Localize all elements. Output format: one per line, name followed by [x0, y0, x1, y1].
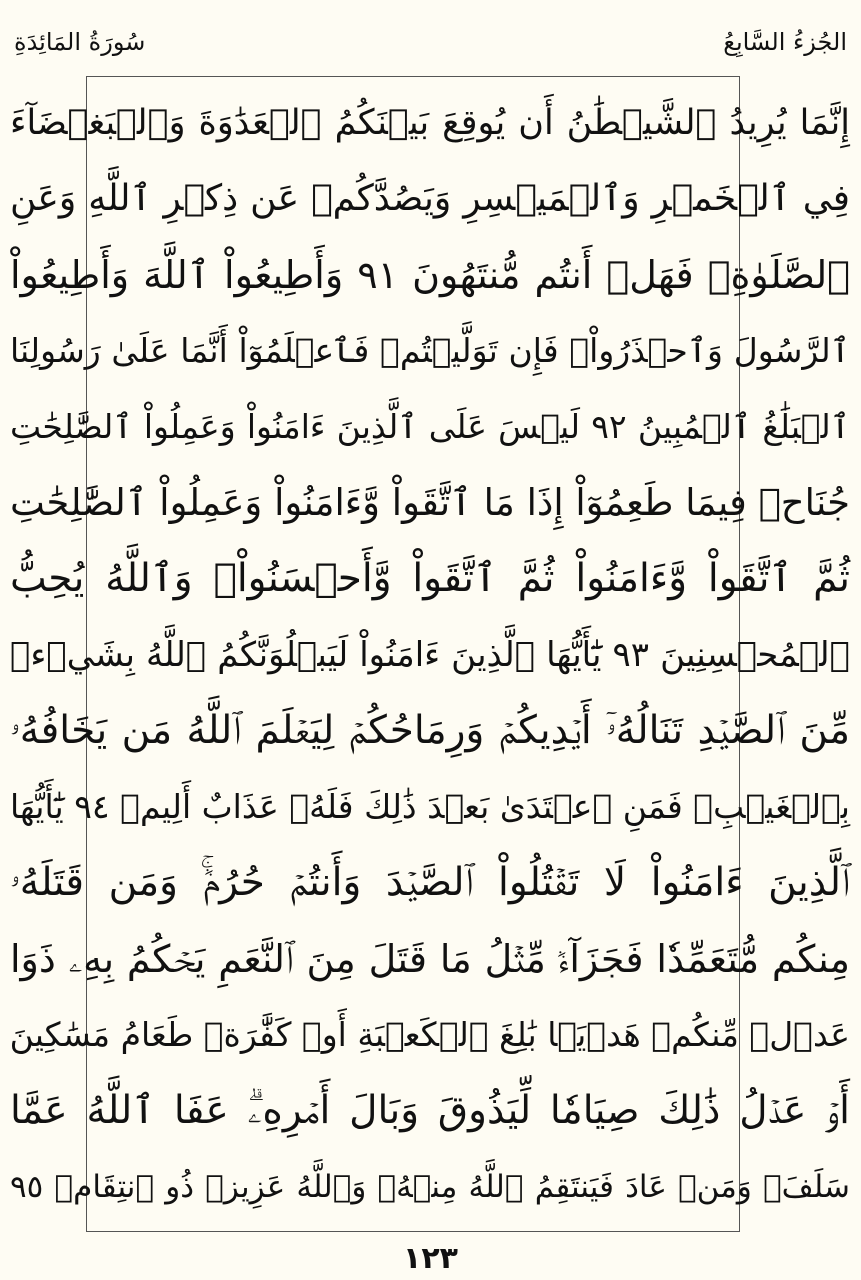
surah-name: سُورَةُ المَائِدَةِ [14, 28, 146, 56]
text-line: عَدۡلٖ مِّنكُمۡ هَدۡيَۢا بَٰلِغَ ٱلۡكَعۡبَةِ أَوۡ كَفَّٰرَةٞ طَعَامُ مَسَٰكِينَ [9, 1015, 850, 1054]
text-line: ٱلرَّسُولَ وَٱحۡذَرُواْۚ فَإِن تَوَلَّيۡتُمۡ فَٱعۡلَمُوٓاْ أَنَّمَا عَلَىٰ رَسُولِنَا [10, 331, 850, 370]
page-header [14, 22, 847, 62]
text-line: أَوۡ عَدۡلُ ذَٰلِكَ صِيَامٗا لِّيَذُوقَ وَبَالَ أَمۡرِهِۦۗ عَفَا ٱللَّهُ عَمَّا [10, 1088, 850, 1133]
page-number: ١٢٣ [403, 1241, 458, 1276]
text-line: ٱلَّذِينَ ءَامَنُواْ لَا تَقۡتُلُواْ ٱلصَّيۡدَ وَأَنتُمۡ حُرُمٞۚ وَمَن قَتَلَهُۥ [10, 860, 850, 905]
text-line: فِي ٱلۡخَمۡرِ وَٱلۡمَيۡسِرِ وَيَصُدَّكُمۡ عَن ذِكۡرِ ٱللَّهِ وَعَنِ [10, 178, 850, 219]
juz-name: الجُزءُ السَّابِعُ [723, 28, 847, 56]
text-line: ثُمَّ ٱتَّقَواْ وَّءَامَنُواْ ثُمَّ ٱتَّقَواْ وَّأَحۡسَنُواْۚ وَٱللَّهُ يُحِبُّ [10, 556, 850, 601]
text-line: سَلَفَۚ وَمَنۡ عَادَ فَيَنتَقِمُ ٱللَّهُ مِنۡهُۚ وَٱللَّهُ عَزِيزٞ ذُو ٱنتِقَامٖ ٩٥ [10, 1169, 850, 1205]
text-line: بِٱلۡغَيۡبِۚ فَمَنِ ٱعۡتَدَىٰ بَعۡدَ ذَٰلِكَ فَلَهُۥ عَذَابٌ أَلِيمٞ ٩٤ يَٰٓأَيُّهَا [10, 787, 850, 826]
quran-text [10, 85, 850, 1225]
text-line: مِنكُم مُّتَعَمِّدٗا فَجَزَآءٞ مِّثۡلُ مَا قَتَلَ مِنَ ٱلنَّعَمِ يَحۡكُمُ بِهِۦ ذَوَا [10, 937, 850, 981]
text-line: إِنَّمَا يُرِيدُ ٱلشَّيۡطَٰنُ أَن يُوقِعَ بَيۡنَكُمُ ٱلۡعَدَٰوَةَ وَٱلۡبَغۡضَآءَ [10, 103, 850, 143]
text-line: ٱلۡبَلَٰغُ ٱلۡمُبِينُ ٩٢ لَيۡسَ عَلَى ٱلَّذِينَ ءَامَنُواْ وَعَمِلُواْ ٱلصَّٰلِحَٰتِ [10, 407, 850, 446]
text-line: جُنَاحٞ فِيمَا طَعِمُوٓاْ إِذَا مَا ٱتَّقَواْ وَّءَامَنُواْ وَعَمِلُواْ ٱلصَّٰلِحَٰتِ [10, 481, 850, 524]
text-line: مِّنَ ٱلصَّيۡدِ تَنَالُهُۥٓ أَيۡدِيكُمۡ وَرِمَاحُكُمۡ لِيَعۡلَمَ ٱللَّهُ مَن يَخَافُهُۥ [10, 708, 850, 753]
text-line: ٱلۡمُحۡسِنِينَ ٩٣ يَٰٓأَيُّهَا ٱلَّذِينَ ءَامَنُواْ لَيَبۡلُوَنَّكُمُ ٱللَّهُ بِشَيۡءٖ [10, 635, 850, 675]
text-line: ٱلصَّلَوٰةِۖ فَهَلۡ أَنتُم مُّنتَهُونَ ٩١ وَأَطِيعُواْ ٱللَّهَ وَأَطِيعُواْ [10, 253, 850, 297]
